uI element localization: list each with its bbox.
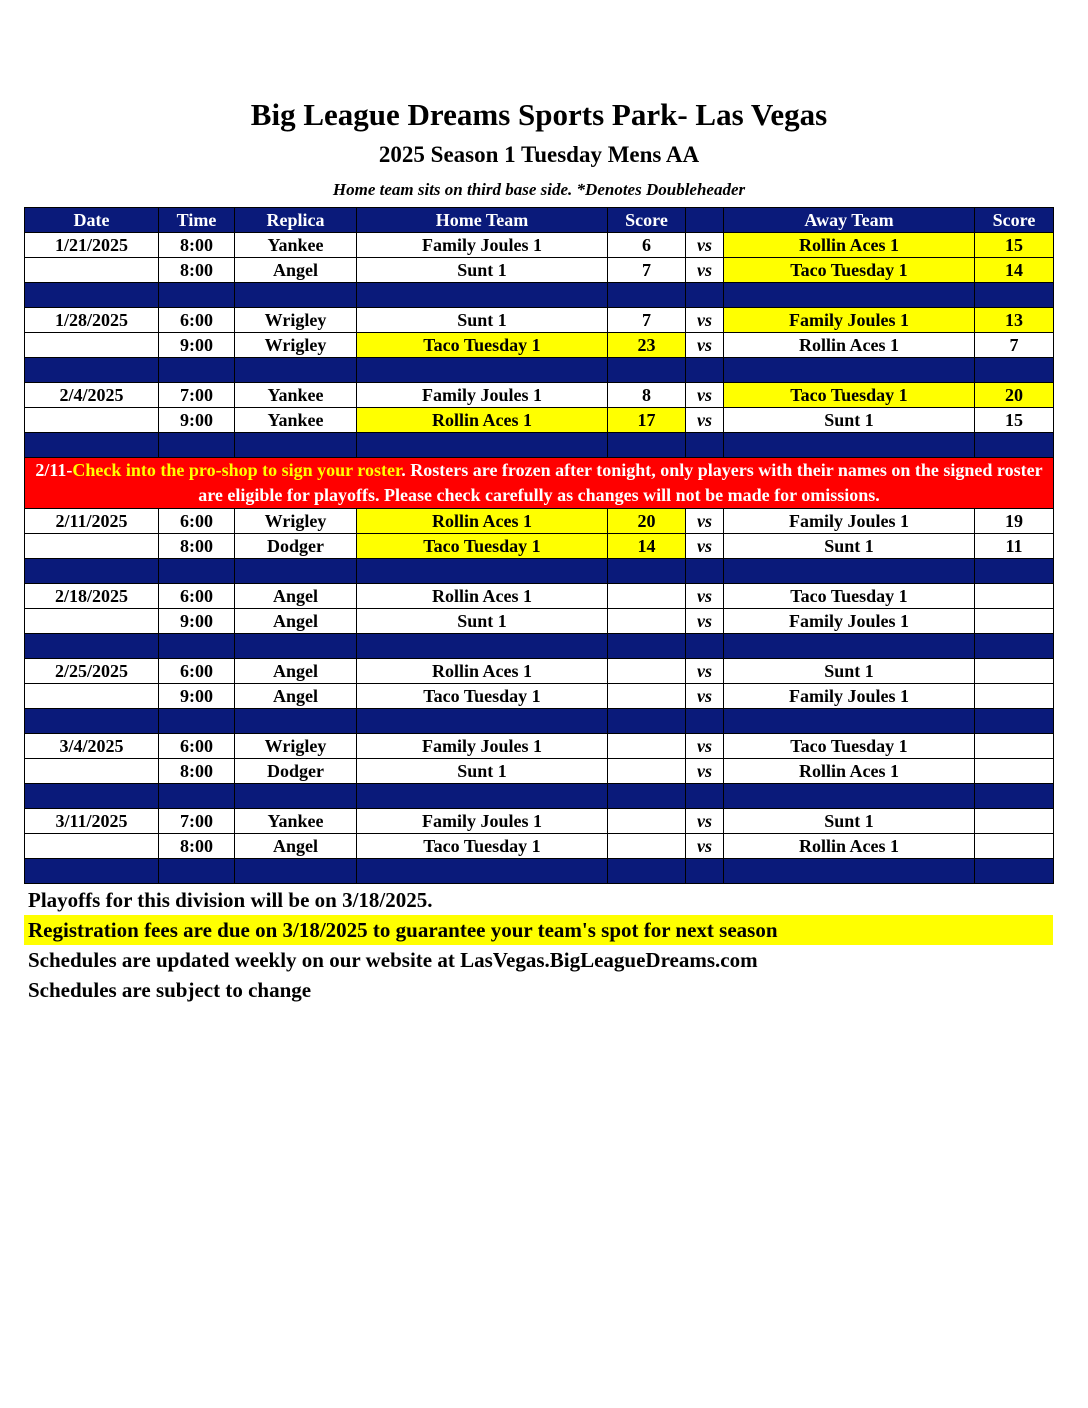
- separator-cell: [235, 709, 357, 734]
- home-score: [608, 584, 686, 609]
- subject-text: Schedules are subject to change: [28, 978, 312, 1002]
- game-time: 9:00: [159, 333, 235, 358]
- separator-cell: [686, 433, 724, 458]
- separator-cell: [357, 784, 608, 809]
- home-team: Taco Tuesday 1: [357, 834, 608, 859]
- separator-cell: [686, 709, 724, 734]
- home-team: Rollin Aces 1: [357, 408, 608, 433]
- separator-cell: [975, 358, 1054, 383]
- game-field: Dodger: [235, 759, 357, 784]
- game-row: [25, 809, 1054, 834]
- game-time: 6:00: [159, 659, 235, 684]
- home-score: 23: [608, 333, 686, 358]
- playoffs-text: Playoffs for this division will be on 3/18/2025.: [28, 888, 433, 912]
- game-field: Angel: [235, 684, 357, 709]
- game-field: Angel: [235, 258, 357, 283]
- game-field: Angel: [235, 659, 357, 684]
- game-row: [25, 383, 1054, 408]
- home-team: Rollin Aces 1: [357, 584, 608, 609]
- week-separator: [25, 784, 1054, 809]
- game-date: [25, 834, 159, 859]
- vs-label: vs: [686, 584, 724, 609]
- game-date: 2/4/2025: [25, 383, 159, 408]
- game-field: Yankee: [235, 383, 357, 408]
- vs-label: vs: [686, 408, 724, 433]
- home-score: 7: [608, 258, 686, 283]
- separator-cell: [159, 634, 235, 659]
- away-team: Family Joules 1: [724, 509, 975, 534]
- game-time: 7:00: [159, 383, 235, 408]
- away-score: [975, 584, 1054, 609]
- separator-cell: [25, 283, 159, 308]
- week-separator: [25, 709, 1054, 734]
- vs-label: vs: [686, 509, 724, 534]
- away-score: [975, 759, 1054, 784]
- home-score: [608, 659, 686, 684]
- separator-cell: [608, 784, 686, 809]
- home-team: Rollin Aces 1: [357, 659, 608, 684]
- home-score: [608, 734, 686, 759]
- vs-label: vs: [686, 383, 724, 408]
- separator-cell: [235, 358, 357, 383]
- game-time: 8:00: [159, 759, 235, 784]
- separator-cell: [159, 433, 235, 458]
- away-score: 19: [975, 509, 1054, 534]
- game-row: [25, 233, 1054, 258]
- game-date: [25, 534, 159, 559]
- game-row: [25, 509, 1054, 534]
- vs-label: vs: [686, 834, 724, 859]
- game-time: 8:00: [159, 258, 235, 283]
- game-date: 3/4/2025: [25, 734, 159, 759]
- separator-cell: [159, 784, 235, 809]
- game-date: 2/11/2025: [25, 509, 159, 534]
- separator-cell: [235, 433, 357, 458]
- col-away-team: Away Team: [724, 208, 975, 233]
- separator-cell: [975, 283, 1054, 308]
- col-time: Time: [159, 208, 235, 233]
- separator-cell: [686, 559, 724, 584]
- separator-cell: [724, 634, 975, 659]
- registration-text: Registration fees are due on 3/18/2025 to guarantee your team's spot for next season: [28, 918, 778, 942]
- home-team: Family Joules 1: [357, 383, 608, 408]
- separator-cell: [608, 358, 686, 383]
- separator-cell: [357, 859, 608, 884]
- separator-cell: [357, 358, 608, 383]
- col-home-team: Home Team: [357, 208, 608, 233]
- separator-cell: [975, 559, 1054, 584]
- separator-cell: [686, 784, 724, 809]
- away-team: Rollin Aces 1: [724, 834, 975, 859]
- separator-cell: [159, 358, 235, 383]
- vs-label: vs: [686, 684, 724, 709]
- website-text: Schedules are updated weekly on our website at LasVegas.BigLeagueDreams.com: [28, 948, 758, 972]
- website-note: [24, 945, 1053, 975]
- week-separator: [25, 358, 1054, 383]
- separator-cell: [724, 433, 975, 458]
- separator-cell: [608, 559, 686, 584]
- away-team: Family Joules 1: [724, 684, 975, 709]
- notice-highlight: Check into the pro-shop to sign your roster: [72, 460, 402, 480]
- vs-label: vs: [686, 333, 724, 358]
- vs-label: vs: [686, 609, 724, 634]
- home-score: 7: [608, 308, 686, 333]
- game-row: [25, 684, 1054, 709]
- game-row: [25, 759, 1054, 784]
- separator-cell: [235, 559, 357, 584]
- away-team: Rollin Aces 1: [724, 333, 975, 358]
- home-team: Sunt 1: [357, 308, 608, 333]
- vs-label: vs: [686, 258, 724, 283]
- vs-label: vs: [686, 233, 724, 258]
- separator-cell: [357, 559, 608, 584]
- header-row: [25, 208, 1054, 233]
- home-score: [608, 684, 686, 709]
- separator-cell: [724, 784, 975, 809]
- week-separator: [25, 283, 1054, 308]
- separator-cell: [975, 433, 1054, 458]
- separator-cell: [724, 859, 975, 884]
- game-field: Wrigley: [235, 333, 357, 358]
- separator-cell: [357, 433, 608, 458]
- away-team: Taco Tuesday 1: [724, 584, 975, 609]
- game-date: [25, 333, 159, 358]
- game-field: Angel: [235, 609, 357, 634]
- game-field: Angel: [235, 584, 357, 609]
- home-score: [608, 809, 686, 834]
- game-field: Yankee: [235, 809, 357, 834]
- away-team: Taco Tuesday 1: [724, 734, 975, 759]
- game-time: 6:00: [159, 509, 235, 534]
- game-time: 6:00: [159, 584, 235, 609]
- away-score: 15: [975, 408, 1054, 433]
- game-time: 6:00: [159, 308, 235, 333]
- game-date: 3/11/2025: [25, 809, 159, 834]
- home-score: [608, 609, 686, 634]
- separator-cell: [159, 283, 235, 308]
- game-row: [25, 734, 1054, 759]
- week-separator: [25, 859, 1054, 884]
- home-score: 14: [608, 534, 686, 559]
- away-team: Rollin Aces 1: [724, 759, 975, 784]
- separator-cell: [235, 859, 357, 884]
- home-score: [608, 834, 686, 859]
- separator-cell: [357, 634, 608, 659]
- col-vs: [686, 208, 724, 233]
- away-score: 7: [975, 333, 1054, 358]
- away-score: [975, 809, 1054, 834]
- separator-cell: [975, 859, 1054, 884]
- registration-note: [24, 915, 1053, 945]
- game-row: [25, 584, 1054, 609]
- home-team: Taco Tuesday 1: [357, 684, 608, 709]
- separator-cell: [608, 634, 686, 659]
- home-team: Taco Tuesday 1: [357, 333, 608, 358]
- col-away-score: Score: [975, 208, 1054, 233]
- week-separator: [25, 634, 1054, 659]
- separator-cell: [608, 709, 686, 734]
- home-score: 17: [608, 408, 686, 433]
- separator-cell: [686, 358, 724, 383]
- away-score: 11: [975, 534, 1054, 559]
- separator-cell: [25, 859, 159, 884]
- away-team: Rollin Aces 1: [724, 233, 975, 258]
- game-field: Yankee: [235, 233, 357, 258]
- separator-cell: [608, 859, 686, 884]
- vs-label: vs: [686, 308, 724, 333]
- separator-cell: [235, 784, 357, 809]
- week-separator: [25, 433, 1054, 458]
- separator-cell: [357, 709, 608, 734]
- col-replica: Replica: [235, 208, 357, 233]
- game-time: 9:00: [159, 684, 235, 709]
- game-date: [25, 684, 159, 709]
- separator-cell: [686, 634, 724, 659]
- notice-text: . Rosters are frozen after tonight, only players with their names on the signed roster are eligible for playoffs. Please check carefully as changes will not be made for omissions.: [198, 460, 1043, 505]
- vs-label: vs: [686, 809, 724, 834]
- separator-cell: [975, 709, 1054, 734]
- away-score: [975, 684, 1054, 709]
- game-date: 1/21/2025: [25, 233, 159, 258]
- away-score: [975, 609, 1054, 634]
- separator-cell: [25, 559, 159, 584]
- game-row: [25, 834, 1054, 859]
- game-row: [25, 534, 1054, 559]
- away-team: Family Joules 1: [724, 308, 975, 333]
- separator-cell: [724, 283, 975, 308]
- game-field: Dodger: [235, 534, 357, 559]
- game-time: 8:00: [159, 834, 235, 859]
- away-score: [975, 834, 1054, 859]
- vs-label: vs: [686, 759, 724, 784]
- game-field: Yankee: [235, 408, 357, 433]
- separator-cell: [608, 283, 686, 308]
- game-time: 8:00: [159, 534, 235, 559]
- separator-cell: [975, 784, 1054, 809]
- col-home-score: Score: [608, 208, 686, 233]
- game-row: [25, 308, 1054, 333]
- week-separator: [25, 559, 1054, 584]
- roster-notice-row: [25, 458, 1054, 509]
- game-date: 2/25/2025: [25, 659, 159, 684]
- home-team: Rollin Aces 1: [357, 509, 608, 534]
- away-score: 14: [975, 258, 1054, 283]
- home-team: Sunt 1: [357, 258, 608, 283]
- home-team: Family Joules 1: [357, 233, 608, 258]
- game-time: 6:00: [159, 734, 235, 759]
- separator-cell: [724, 709, 975, 734]
- home-team: Taco Tuesday 1: [357, 534, 608, 559]
- separator-cell: [159, 709, 235, 734]
- away-team: Sunt 1: [724, 659, 975, 684]
- game-date: [25, 258, 159, 283]
- separator-cell: [235, 283, 357, 308]
- away-team: Taco Tuesday 1: [724, 258, 975, 283]
- game-field: Wrigley: [235, 308, 357, 333]
- game-field: Wrigley: [235, 509, 357, 534]
- vs-label: vs: [686, 534, 724, 559]
- home-team: Sunt 1: [357, 609, 608, 634]
- away-score: 13: [975, 308, 1054, 333]
- game-time: 9:00: [159, 408, 235, 433]
- away-score: [975, 734, 1054, 759]
- vs-label: vs: [686, 734, 724, 759]
- away-team: Sunt 1: [724, 809, 975, 834]
- home-score: 20: [608, 509, 686, 534]
- home-score: [608, 759, 686, 784]
- game-date: [25, 759, 159, 784]
- away-team: Sunt 1: [724, 408, 975, 433]
- game-row: [25, 258, 1054, 283]
- away-team: Taco Tuesday 1: [724, 383, 975, 408]
- separator-cell: [686, 283, 724, 308]
- separator-cell: [25, 634, 159, 659]
- game-row: [25, 333, 1054, 358]
- doubleheader-note: Home team sits on third base side. *Denotes Doubleheader: [332, 180, 746, 199]
- away-score: 20: [975, 383, 1054, 408]
- away-score: 15: [975, 233, 1054, 258]
- game-field: Angel: [235, 834, 357, 859]
- separator-cell: [724, 559, 975, 584]
- game-date: 2/18/2025: [25, 584, 159, 609]
- away-score: [975, 659, 1054, 684]
- game-row: [25, 659, 1054, 684]
- separator-cell: [686, 859, 724, 884]
- separator-cell: [25, 358, 159, 383]
- away-team: Family Joules 1: [724, 609, 975, 634]
- game-row: [25, 609, 1054, 634]
- home-team: Family Joules 1: [357, 734, 608, 759]
- separator-cell: [25, 784, 159, 809]
- game-time: 8:00: [159, 233, 235, 258]
- separator-cell: [608, 433, 686, 458]
- home-team: Family Joules 1: [357, 809, 608, 834]
- separator-cell: [357, 283, 608, 308]
- vs-label: vs: [686, 659, 724, 684]
- roster-notice: [25, 458, 1054, 509]
- playoffs-note: [24, 885, 1053, 915]
- separator-cell: [975, 634, 1054, 659]
- game-row: [25, 408, 1054, 433]
- game-date: [25, 609, 159, 634]
- home-score: 8: [608, 383, 686, 408]
- separator-cell: [159, 859, 235, 884]
- home-score: 6: [608, 233, 686, 258]
- separator-cell: [235, 634, 357, 659]
- game-date: 1/28/2025: [25, 308, 159, 333]
- notice-date: 2/11-: [35, 460, 73, 480]
- schedule-table: [24, 207, 1054, 884]
- subject-note: [24, 975, 1053, 1005]
- game-field: Wrigley: [235, 734, 357, 759]
- game-time: 7:00: [159, 809, 235, 834]
- separator-cell: [25, 709, 159, 734]
- away-team: Sunt 1: [724, 534, 975, 559]
- game-time: 9:00: [159, 609, 235, 634]
- separator-cell: [159, 559, 235, 584]
- page-title: Big League Dreams Sports Park- Las Vegas: [250, 97, 828, 132]
- home-team: Sunt 1: [357, 759, 608, 784]
- col-date: Date: [25, 208, 159, 233]
- schedule-body: [25, 233, 1054, 884]
- separator-cell: [25, 433, 159, 458]
- separator-cell: [724, 358, 975, 383]
- game-date: [25, 408, 159, 433]
- page-subtitle: 2025 Season 1 Tuesday Mens AA: [378, 142, 700, 167]
